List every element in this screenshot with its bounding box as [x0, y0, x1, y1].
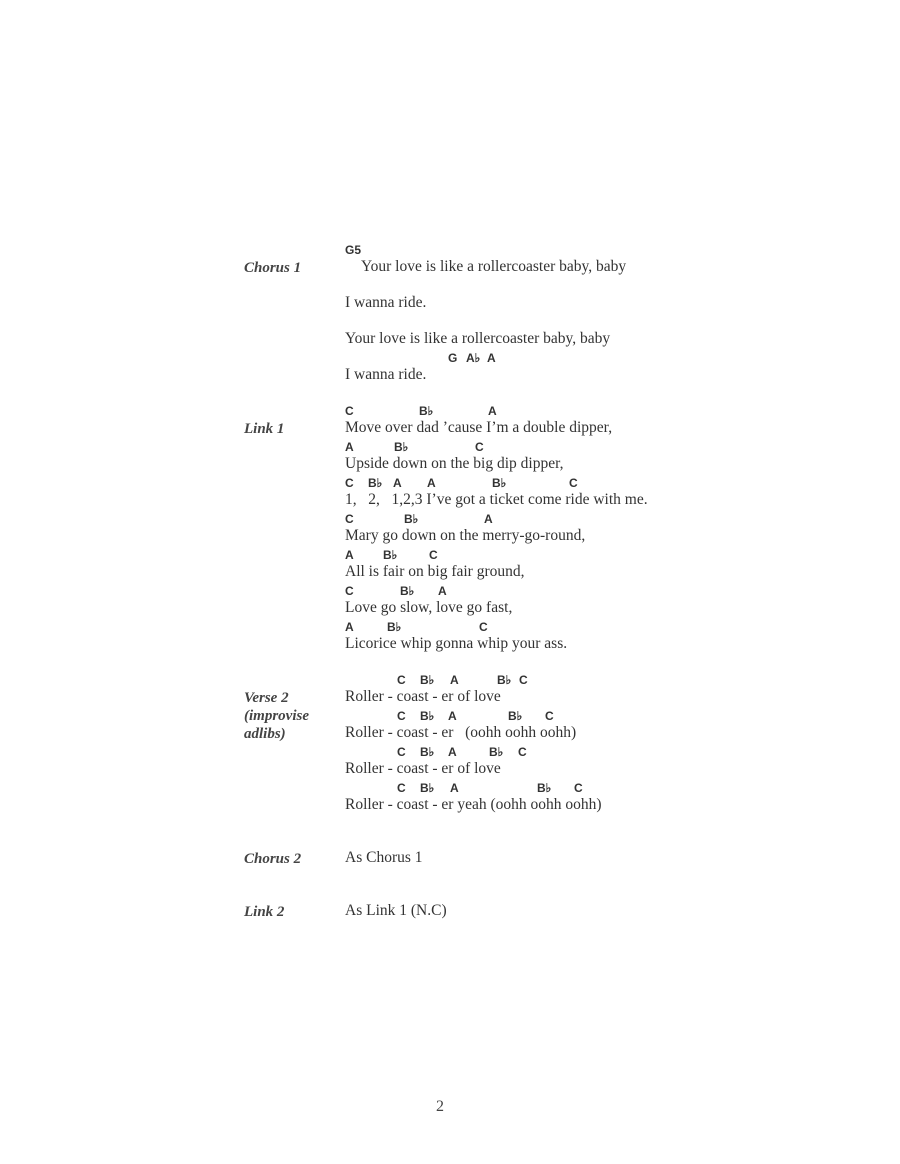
page-number: 2: [436, 1098, 444, 1115]
chord: C: [519, 673, 528, 687]
chord: G: [448, 351, 458, 365]
chord: B♭: [368, 476, 383, 490]
lyric-line: Roller - coast - er of love: [345, 688, 501, 705]
chord: B♭: [420, 673, 435, 687]
chord: C: [397, 781, 406, 795]
instruction-text: As Chorus 1: [345, 849, 423, 866]
chord: C: [518, 745, 527, 759]
chord: A: [450, 673, 459, 687]
chord: C: [397, 673, 406, 687]
chord: B♭: [508, 709, 523, 723]
instruction-text: As Link 1 (N.C): [345, 902, 447, 919]
chord: B♭: [400, 584, 415, 598]
section-label-chorus-2: Chorus 2: [244, 851, 302, 867]
chord: C: [397, 745, 406, 759]
chord: B♭: [420, 709, 435, 723]
chord: B♭: [419, 404, 434, 418]
lyric-line: Your love is like a rollercoaster baby, baby: [361, 258, 627, 275]
lyric-line: I wanna ride.: [345, 366, 427, 383]
chord: B♭: [492, 476, 507, 490]
section-label-link-2: Link 2: [244, 904, 285, 920]
lyric-line: Love go slow, love go fast,: [345, 599, 513, 616]
chord: C: [475, 440, 484, 454]
chord: C: [345, 512, 354, 526]
lyric-line: Move over dad ’cause I’m a double dipper,: [345, 419, 613, 436]
lyric-line: All is fair on big fair ground,: [345, 563, 525, 580]
lyric-line: Roller - coast - er (oohh oohh oohh): [345, 724, 577, 741]
chord: C: [345, 584, 354, 598]
chord: B♭: [383, 548, 398, 562]
chord: A: [345, 620, 354, 634]
section-label-verse-2-note: adlibs): [244, 726, 286, 742]
chord: B♭: [420, 781, 435, 795]
chord: A: [345, 548, 354, 562]
lyric-line: Upside down on the big dip dipper,: [345, 455, 564, 472]
chord: B♭: [394, 440, 409, 454]
chord: A: [393, 476, 402, 490]
chord: A: [448, 745, 457, 759]
chord: B♭: [497, 673, 512, 687]
chord: A: [484, 512, 493, 526]
lyric-line: Licorice whip gonna whip your ass.: [345, 635, 568, 652]
chord: C: [345, 476, 354, 490]
chord: A: [345, 440, 354, 454]
lyric-line: I wanna ride.: [345, 294, 427, 311]
section-label-link-1: Link 1: [244, 421, 285, 437]
lyric-line: Roller - coast - er of love: [345, 760, 501, 777]
lyric-line: 1, 2, 1,2,3 I’ve got a ticket come ride with me.: [345, 491, 648, 508]
chord: A: [487, 351, 496, 365]
chord-g5: G5: [345, 243, 362, 257]
chord: A♭: [466, 351, 481, 365]
chord: A: [438, 584, 447, 598]
chord: A: [427, 476, 436, 490]
chord: B♭: [387, 620, 402, 634]
chord: B♭: [420, 745, 435, 759]
chord: A: [488, 404, 497, 418]
section-label-chorus-1: Chorus 1: [244, 260, 302, 276]
lyric-line: Roller - coast - er yeah (oohh oohh oohh): [345, 796, 602, 813]
chord: B♭: [404, 512, 419, 526]
chord: B♭: [537, 781, 552, 795]
chord: C: [429, 548, 438, 562]
section-label-verse-2: Verse 2: [244, 690, 289, 706]
lyric-line: Your love is like a rollercoaster baby, baby: [345, 330, 611, 347]
chord: C: [545, 709, 554, 723]
chord: C: [574, 781, 583, 795]
chord: A: [450, 781, 459, 795]
chord: B♭: [489, 745, 504, 759]
chord: C: [345, 404, 354, 418]
chord: C: [479, 620, 488, 634]
chord: C: [569, 476, 578, 490]
chord: A: [448, 709, 457, 723]
lyric-line: Mary go down on the merry-go-round,: [345, 527, 586, 544]
chord: C: [397, 709, 406, 723]
section-label-verse-2-note: (improvise: [244, 708, 309, 724]
